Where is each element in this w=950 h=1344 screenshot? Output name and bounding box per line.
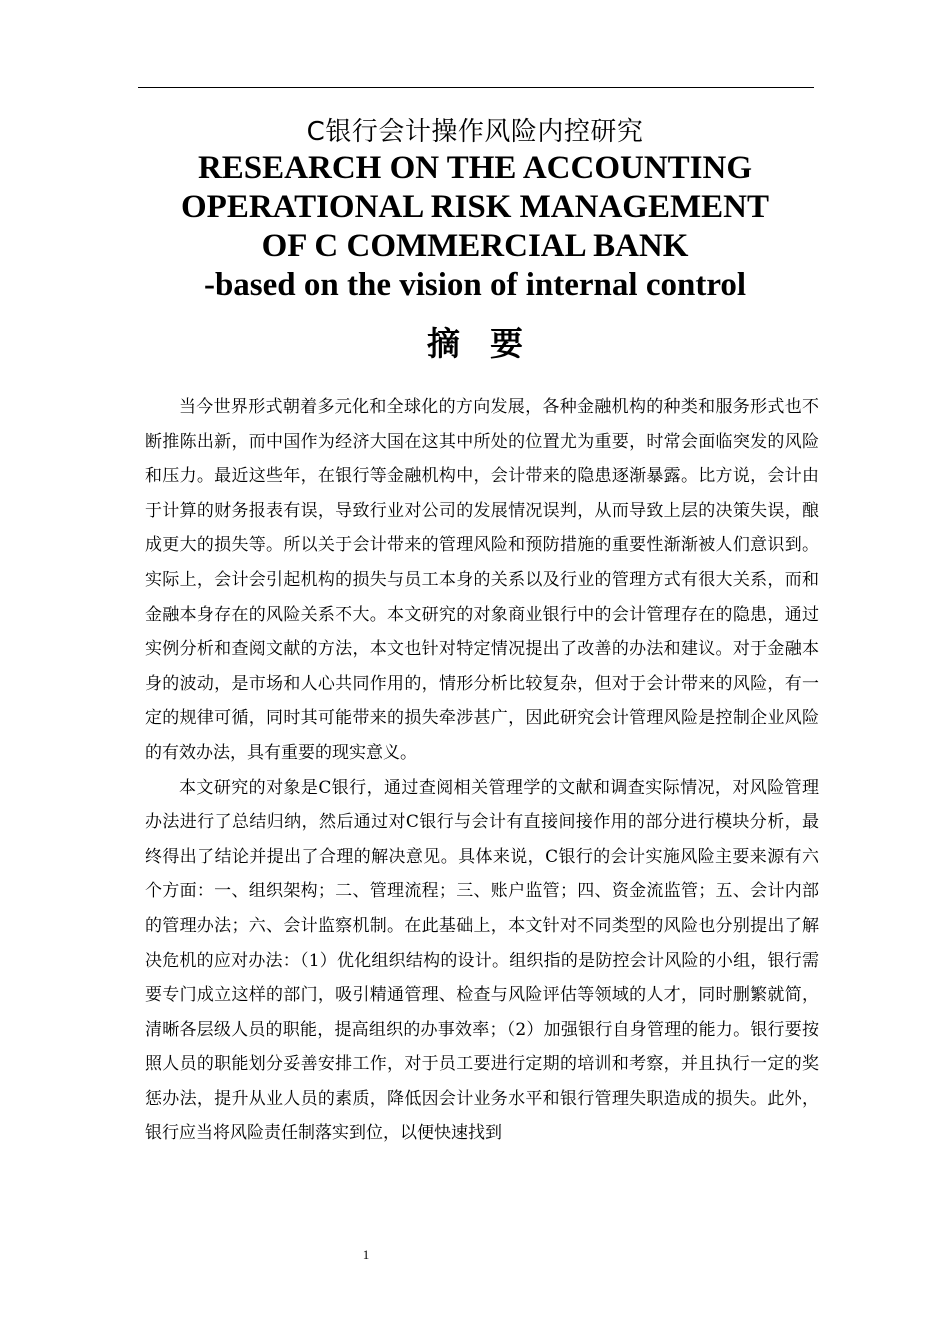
english-title-line-1: RESEARCH ON THE ACCOUNTING — [197, 150, 753, 186]
header-rule — [138, 87, 814, 88]
chinese-title: C银行会计操作风险内控研究 — [306, 117, 644, 147]
english-title-line-2: OPERATIONAL RISK MANAGEMENT — [181, 189, 769, 225]
english-title — [0, 149, 950, 305]
page-number: 1 — [362, 1247, 370, 1262]
abstract-body — [145, 390, 819, 1151]
abstract-paragraph-2: 本文研究的对象是C银行，通过查阅相关管理学的文献和调查实际情况，对风险管理办法进行了总结归纳，然后通过对C银行与会计有直接间接作用的部分进行模块分析，最终得出了结论并提出了合理的解决意见。具体来说，C银行的会计实施风险主要来源有六个方面：一、组织架构；二、管理流程；三、账户监管；四、资金流监管；五、会计内部的管理办法；六、会计监察机制。在此基础上，本文针对不同类型的风险也分别提出了解决危机的应对办法：（1）优化组织结构的设计。组织指的是防控会计风险的小组，银行需要专门成立这样的部门，吸引精通管理、检查与风险评估等领域的人才，同时删繁就简，清晰各层级人员的职能，提高组织的办事效率；（2）加强银行自身管理的能力。银行要按照人员的职能划分妥善安排工作，对于员工要进行定期的培训和考察，并且执行一定的奖惩办法，提升从业人员的素质，降低因会计业务水平和银行管理失职造成的损失。此外，银行应当将风险责任制落实到位，以便快速找到 — [145, 777, 819, 1144]
english-subtitle: -based on the vision of internal control — [203, 267, 747, 303]
english-title-line-3: OF C COMMERCIAL BANK — [261, 228, 689, 264]
abstract-paragraph-1: 当今世界形式朝着多元化和全球化的方向发展，各种金融机构的种类和服务形式也不断推陈出新，而中国作为经济大国在这其中所处的位置尤为重要，时常会面临突发的风险和压力。最近这些年，在银行等金融机构中，会计带来的隐患逐渐暴露。比方说，会计由于计算的财务报表有误，导致行业对公司的发展情况误判，从而导致上层的决策失误，酿成更大的损失等。所以关于会计带来的管理风险和预防措施的重要性渐渐被人们意识到。实际上，会计会引起机构的损失与员工本身的关系以及行业的管理方式有很大关系，而和金融本身存在的风险关系不大。本文研究的对象商业银行中的会计管理存在的隐患，通过实例分析和查阅文献的方法，本文也针对特定情况提出了改善的办法和建议。对于金融本身的波动，是市场和人心共同作用的，情形分析比较复杂，但对于会计带来的风险，有一定的规律可循，同时其可能带来的损失牵涉甚广，因此研究会计管理风险是控制企业风险的有效办法，具有重要的现实意义。 — [145, 397, 819, 763]
abstract-heading: 摘要 — [427, 324, 553, 363]
